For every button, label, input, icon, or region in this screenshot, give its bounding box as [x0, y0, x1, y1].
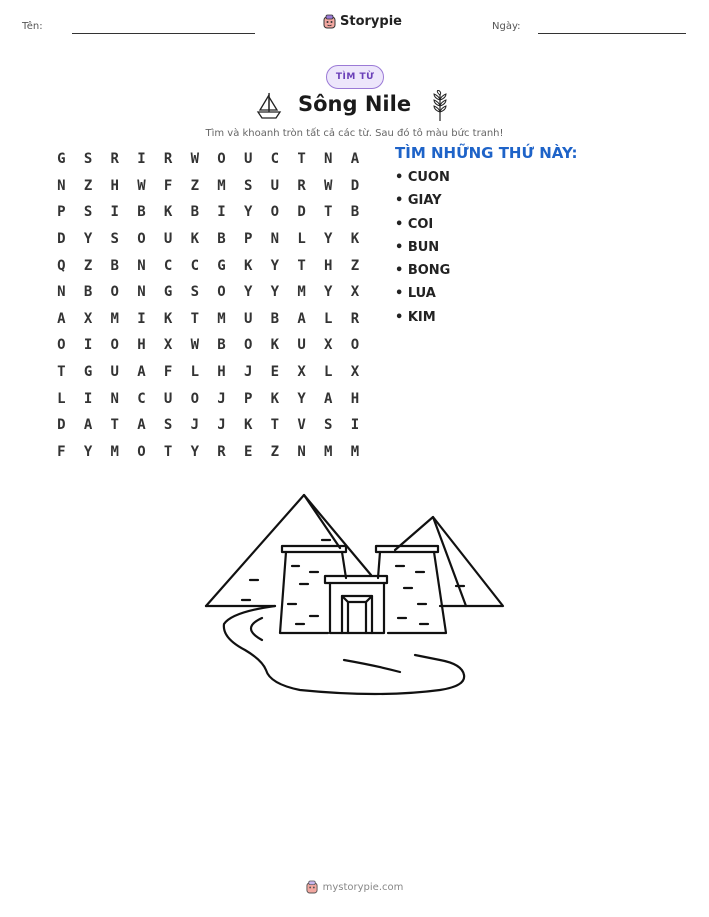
grid-letter[interactable]: S: [163, 417, 173, 434]
grid-letter[interactable]: X: [83, 310, 93, 327]
wheat-icon: [430, 90, 450, 122]
grid-letter[interactable]: T: [270, 417, 280, 434]
grid-letter[interactable]: K: [163, 204, 173, 221]
grid-letter[interactable]: M: [324, 443, 333, 460]
grid-letter[interactable]: K: [243, 417, 253, 434]
grid-letter[interactable]: K: [270, 390, 280, 407]
grid-letter[interactable]: N: [324, 151, 333, 168]
grid-letter[interactable]: N: [137, 257, 146, 274]
grid-letter[interactable]: X: [324, 337, 333, 354]
grid-letter[interactable]: N: [270, 231, 280, 248]
grid-letter[interactable]: B: [217, 337, 226, 354]
footer-url[interactable]: mystorypie.com: [322, 881, 404, 893]
grid-letter[interactable]: U: [243, 151, 253, 168]
grid-letter[interactable]: P: [243, 231, 253, 248]
grid-letter[interactable]: S: [110, 231, 119, 248]
grid-letter[interactable]: W: [190, 337, 199, 354]
grid-letter[interactable]: O: [137, 231, 146, 248]
grid-letter[interactable]: V: [297, 417, 306, 434]
grid-letter[interactable]: L: [57, 390, 66, 407]
grid-letter[interactable]: Z: [350, 257, 360, 274]
grid-letter[interactable]: S: [190, 284, 199, 301]
instructions: Tìm và khoanh tròn tất cả các từ. Sau đó tô màu bức tranh!: [205, 128, 504, 139]
storypie-logo-icon: [306, 880, 318, 894]
grid-letter[interactable]: S: [324, 417, 333, 434]
grid-letter[interactable]: H: [137, 337, 146, 354]
grid-letter[interactable]: T: [297, 257, 306, 274]
grid-letter[interactable]: P: [243, 390, 253, 407]
grid-letter[interactable]: T: [163, 443, 173, 460]
worksheet-type-badge: TÌM TỪ: [326, 65, 384, 89]
grid-letter[interactable]: W: [324, 177, 333, 194]
grid-letter[interactable]: T: [110, 417, 119, 434]
grid-letter[interactable]: E: [270, 364, 280, 381]
grid-letter[interactable]: R: [110, 151, 119, 168]
grid-letter[interactable]: R: [297, 177, 306, 194]
grid-letter[interactable]: N: [137, 284, 146, 301]
grid-letter[interactable]: M: [297, 284, 306, 301]
grid-letter[interactable]: W: [190, 151, 199, 168]
grid-letter[interactable]: B: [137, 204, 146, 221]
grid-letter[interactable]: D: [57, 231, 66, 248]
grid-letter[interactable]: T: [190, 310, 199, 327]
grid-letter[interactable]: N: [57, 284, 66, 301]
grid-letter[interactable]: H: [324, 257, 333, 274]
grid-row: [48, 252, 368, 279]
grid-letter[interactable]: D: [350, 177, 360, 194]
grid-letter[interactable]: H: [217, 364, 226, 381]
storypie-logo-icon: [323, 14, 336, 29]
date-field-line[interactable]: [538, 33, 686, 34]
grid-letter[interactable]: X: [163, 337, 173, 354]
grid-row: [48, 279, 368, 306]
footer: [0, 880, 709, 894]
grid-letter[interactable]: K: [350, 231, 360, 248]
grid-letter[interactable]: U: [270, 177, 280, 194]
grid-letter[interactable]: K: [243, 257, 253, 274]
grid-letter[interactable]: A: [350, 151, 360, 168]
grid-letter[interactable]: J: [190, 417, 199, 434]
grid-letter[interactable]: O: [190, 390, 199, 407]
grid-letter[interactable]: G: [163, 284, 173, 301]
name-label: Tên:: [22, 21, 43, 32]
grid-letter[interactable]: N: [297, 443, 306, 460]
grid-letter[interactable]: A: [137, 364, 146, 381]
grid-letter[interactable]: B: [190, 204, 199, 221]
grid-letter[interactable]: Y: [243, 204, 253, 221]
grid-letter[interactable]: A: [57, 310, 66, 327]
grid-letter[interactable]: Y: [243, 284, 253, 301]
grid-letter[interactable]: H: [350, 390, 360, 407]
grid-letter[interactable]: L: [324, 364, 333, 381]
grid-letter[interactable]: M: [350, 443, 360, 460]
word-list-item: • COI: [395, 216, 434, 232]
grid-letter[interactable]: B: [83, 284, 93, 301]
grid-letter[interactable]: I: [350, 417, 360, 434]
grid-letter[interactable]: H: [110, 177, 119, 194]
grid-letter[interactable]: I: [83, 390, 93, 407]
grid-letter[interactable]: F: [57, 443, 66, 460]
grid-letter[interactable]: Z: [83, 257, 93, 274]
grid-letter[interactable]: M: [217, 310, 226, 327]
grid-letter[interactable]: Y: [270, 257, 280, 274]
grid-letter[interactable]: N: [110, 390, 119, 407]
grid-letter[interactable]: I: [137, 310, 146, 327]
grid-letter[interactable]: B: [270, 310, 280, 327]
grid-letter[interactable]: A: [137, 417, 146, 434]
grid-row: [48, 226, 368, 253]
grid-letter[interactable]: G: [83, 364, 93, 381]
grid-letter[interactable]: A: [83, 417, 93, 434]
grid-row: [48, 332, 368, 359]
grid-letter[interactable]: L: [190, 364, 199, 381]
grid-letter[interactable]: X: [350, 364, 360, 381]
grid-letter[interactable]: Z: [83, 177, 93, 194]
grid-letter[interactable]: B: [110, 257, 119, 274]
grid-letter[interactable]: J: [217, 417, 226, 434]
grid-row: [48, 146, 368, 173]
grid-letter[interactable]: G: [57, 151, 66, 168]
grid-letter[interactable]: S: [83, 204, 93, 221]
grid-letter[interactable]: A: [324, 390, 333, 407]
brand-logo: [323, 14, 402, 29]
grid-row: [48, 359, 368, 386]
grid-letter[interactable]: O: [243, 337, 253, 354]
grid-letter[interactable]: O: [110, 284, 119, 301]
name-field-line[interactable]: [72, 33, 255, 34]
grid-letter[interactable]: O: [137, 443, 146, 460]
grid-row: [48, 173, 368, 200]
grid-letter[interactable]: F: [163, 177, 173, 194]
word-list-item: • LUA: [395, 286, 436, 302]
grid-row: [48, 306, 368, 333]
grid-letter[interactable]: U: [163, 231, 173, 248]
grid-letter[interactable]: D: [57, 417, 66, 434]
grid-row: [48, 385, 368, 412]
grid-letter[interactable]: C: [190, 257, 199, 274]
grid-letter[interactable]: K: [190, 231, 199, 248]
grid-letter[interactable]: E: [243, 443, 253, 460]
grid-letter[interactable]: R: [217, 443, 226, 460]
grid-letter[interactable]: F: [163, 364, 173, 381]
grid-letter[interactable]: O: [350, 337, 360, 354]
grid-letter[interactable]: I: [137, 151, 146, 168]
page-title: Sông Nile: [298, 92, 412, 116]
grid-letter[interactable]: O: [217, 151, 226, 168]
word-list: [395, 170, 450, 333]
grid-letter[interactable]: U: [163, 390, 173, 407]
grid-letter[interactable]: B: [217, 231, 226, 248]
grid-letter[interactable]: P: [57, 204, 66, 221]
grid-letter[interactable]: Y: [83, 443, 93, 460]
grid-letter[interactable]: X: [350, 284, 360, 301]
grid-letter[interactable]: B: [350, 204, 360, 221]
pyramids-illustration: [200, 490, 512, 696]
grid-letter[interactable]: U: [297, 337, 306, 354]
grid-letter[interactable]: U: [110, 364, 119, 381]
grid-letter[interactable]: C: [137, 390, 146, 407]
grid-letter[interactable]: L: [297, 231, 306, 248]
grid-letter[interactable]: Y: [324, 231, 333, 248]
grid-letter[interactable]: Z: [190, 177, 199, 194]
grid-letter[interactable]: S: [243, 177, 253, 194]
grid-letter[interactable]: M: [217, 177, 226, 194]
grid-letter[interactable]: Y: [83, 231, 93, 248]
grid-letter[interactable]: I: [110, 204, 119, 221]
grid-letter[interactable]: C: [270, 151, 280, 168]
grid-letter[interactable]: O: [57, 337, 66, 354]
grid-letter[interactable]: D: [297, 204, 306, 221]
grid-letter[interactable]: Y: [270, 284, 280, 301]
grid-letter[interactable]: M: [110, 443, 119, 460]
grid-letter[interactable]: Y: [297, 390, 306, 407]
word-list-item: • BUN: [395, 239, 440, 255]
grid-letter[interactable]: K: [163, 310, 173, 327]
grid-row: [48, 199, 368, 226]
grid-letter[interactable]: K: [270, 337, 280, 354]
grid-row: [48, 439, 368, 466]
grid-row: [48, 412, 368, 439]
brand-name: Storypie: [340, 14, 402, 29]
grid-letter[interactable]: Y: [324, 284, 333, 301]
grid-letter[interactable]: R: [350, 310, 360, 327]
grid-letter[interactable]: G: [217, 257, 226, 274]
grid-letter[interactable]: M: [110, 310, 119, 327]
word-list-item: • BONG: [395, 263, 451, 279]
grid-letter[interactable]: C: [163, 257, 173, 274]
grid-letter[interactable]: Y: [190, 443, 199, 460]
grid-letter[interactable]: R: [163, 151, 173, 168]
word-list-item: • GIAY: [395, 193, 442, 209]
grid-letter[interactable]: J: [243, 364, 253, 381]
grid-letter[interactable]: J: [217, 390, 226, 407]
grid-letter[interactable]: I: [217, 204, 226, 221]
grid-letter[interactable]: T: [324, 204, 333, 221]
grid-letter[interactable]: O: [270, 204, 280, 221]
grid-letter[interactable]: A: [297, 310, 306, 327]
word-list-title: TÌM NHỮNG THỨ NÀY:: [395, 144, 578, 162]
grid-letter[interactable]: T: [297, 151, 306, 168]
word-list-item: • KIM: [395, 309, 436, 325]
grid-letter[interactable]: O: [110, 337, 119, 354]
grid-letter[interactable]: S: [83, 151, 93, 168]
grid-letter[interactable]: N: [57, 177, 66, 194]
grid-letter[interactable]: I: [83, 337, 93, 354]
word-search-grid: [48, 146, 368, 465]
grid-letter[interactable]: O: [217, 284, 226, 301]
grid-letter[interactable]: X: [297, 364, 306, 381]
grid-letter[interactable]: Z: [270, 443, 280, 460]
grid-letter[interactable]: L: [324, 310, 333, 327]
word-list-item: • CUON: [395, 170, 450, 185]
date-label: Ngày:: [492, 21, 521, 32]
sailboat-icon: [256, 91, 282, 121]
grid-letter[interactable]: T: [57, 364, 66, 381]
grid-letter[interactable]: W: [137, 177, 146, 194]
grid-letter[interactable]: U: [243, 310, 253, 327]
grid-letter[interactable]: Q: [57, 257, 66, 274]
